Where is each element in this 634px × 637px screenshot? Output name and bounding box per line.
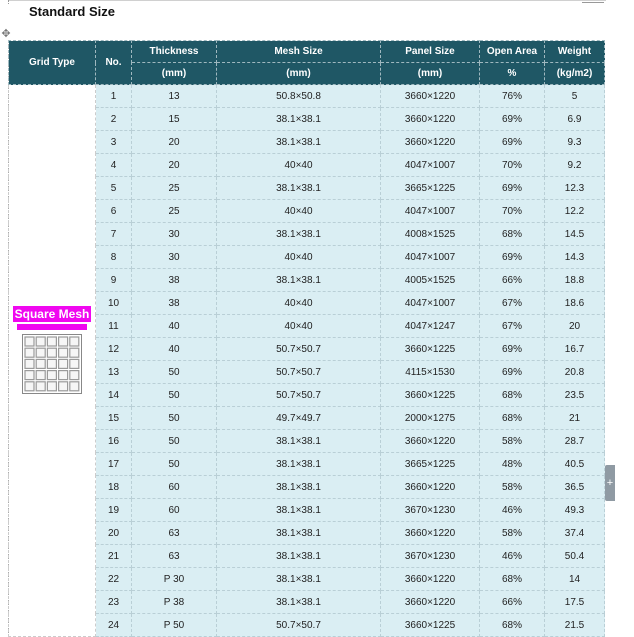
header-mesh-size: Mesh Size <box>217 41 381 63</box>
table-row <box>9 200 605 223</box>
header-thickness: Thickness <box>132 41 217 63</box>
cell-mesh-size: 38.1×38.1 <box>217 269 381 292</box>
cell-mesh-size: 38.1×38.1 <box>217 568 381 591</box>
table-row <box>9 407 605 430</box>
cell-thickness: 60 <box>132 499 217 522</box>
cell-no: 6 <box>96 200 132 223</box>
header-panel-size: Panel Size <box>381 41 480 63</box>
grid-type-cell <box>9 85 96 637</box>
header-grid-type: Grid Type <box>9 41 96 85</box>
table-row <box>9 384 605 407</box>
cell-panel-size: 2000×1275 <box>381 407 480 430</box>
cell-thickness: 30 <box>132 223 217 246</box>
cell-no: 12 <box>96 338 132 361</box>
cell-thickness: 38 <box>132 269 217 292</box>
cell-mesh-size: 38.1×38.1 <box>217 476 381 499</box>
cell-mesh-size: 50.7×50.7 <box>217 614 381 637</box>
cell-panel-size: 3660×1220 <box>381 131 480 154</box>
cell-thickness: 60 <box>132 476 217 499</box>
header-weight: Weight <box>545 41 605 63</box>
cell-thickness: 50 <box>132 361 217 384</box>
cell-no: 19 <box>96 499 132 522</box>
cell-thickness: 40 <box>132 315 217 338</box>
cell-weight: 20.8 <box>545 361 605 384</box>
cell-open-area: 69% <box>480 177 545 200</box>
label-underline <box>17 324 87 330</box>
cell-weight: 12.2 <box>545 200 605 223</box>
table-row <box>9 85 605 108</box>
table-row <box>9 614 605 637</box>
cell-no: 7 <box>96 223 132 246</box>
cell-open-area: 68% <box>480 614 545 637</box>
cell-weight: 14 <box>545 568 605 591</box>
cell-no: 2 <box>96 108 132 131</box>
table-row <box>9 476 605 499</box>
cell-thickness: 38 <box>132 292 217 315</box>
header-thickness-unit: (mm) <box>132 63 217 85</box>
table-row <box>9 131 605 154</box>
cell-thickness: 25 <box>132 200 217 223</box>
corner-marker <box>8 0 19 4</box>
cell-open-area: 69% <box>480 246 545 269</box>
cell-weight: 20 <box>545 315 605 338</box>
cell-thickness: P 30 <box>132 568 217 591</box>
cell-open-area: 58% <box>480 430 545 453</box>
standard-size-table <box>8 40 605 637</box>
table-row <box>9 361 605 384</box>
header-row <box>9 41 605 63</box>
cell-weight: 28.7 <box>545 430 605 453</box>
table-row <box>9 154 605 177</box>
cell-open-area: 67% <box>480 315 545 338</box>
cell-mesh-size: 38.1×38.1 <box>217 430 381 453</box>
cell-panel-size: 4047×1007 <box>381 246 480 269</box>
table-row <box>9 453 605 476</box>
cell-open-area: 66% <box>480 591 545 614</box>
cell-weight: 50.4 <box>545 545 605 568</box>
table-row <box>9 522 605 545</box>
cell-open-area: 76% <box>480 85 545 108</box>
header-open-area-unit: % <box>480 63 545 85</box>
cell-no: 1 <box>96 85 132 108</box>
cell-panel-size: 3660×1220 <box>381 522 480 545</box>
cell-panel-size: 3660×1220 <box>381 85 480 108</box>
plus-icon[interactable]: + <box>605 465 615 501</box>
cell-weight: 17.5 <box>545 591 605 614</box>
cell-panel-size: 3660×1225 <box>381 338 480 361</box>
cell-weight: 36.5 <box>545 476 605 499</box>
grid-type-label: Square Mesh <box>14 306 90 321</box>
cell-open-area: 48% <box>480 453 545 476</box>
cell-thickness: 15 <box>132 108 217 131</box>
page-title: Standard Size <box>29 4 115 19</box>
table-row <box>9 246 605 269</box>
cell-panel-size: 4047×1007 <box>381 292 480 315</box>
header-panel-size-unit: (mm) <box>381 63 480 85</box>
cell-no: 18 <box>96 476 132 499</box>
cell-mesh-size: 38.1×38.1 <box>217 545 381 568</box>
table-row <box>9 269 605 292</box>
cell-weight: 40.5 <box>545 453 605 476</box>
table-row <box>9 108 605 131</box>
cell-mesh-size: 49.7×49.7 <box>217 407 381 430</box>
table-row <box>9 430 605 453</box>
cell-open-area: 68% <box>480 223 545 246</box>
cell-thickness: 30 <box>132 246 217 269</box>
cell-no: 13 <box>96 361 132 384</box>
cell-open-area: 68% <box>480 407 545 430</box>
cell-thickness: 50 <box>132 430 217 453</box>
cell-no: 8 <box>96 246 132 269</box>
cell-thickness: 13 <box>132 85 217 108</box>
cell-panel-size: 3660×1225 <box>381 614 480 637</box>
cell-mesh-size: 40×40 <box>217 292 381 315</box>
cell-weight: 49.3 <box>545 499 605 522</box>
cell-thickness: 63 <box>132 522 217 545</box>
cell-no: 15 <box>96 407 132 430</box>
square-mesh-grid-icon <box>22 334 82 394</box>
cell-panel-size: 4115×1530 <box>381 361 480 384</box>
cell-mesh-size: 38.1×38.1 <box>217 499 381 522</box>
cell-mesh-size: 50.7×50.7 <box>217 338 381 361</box>
cell-mesh-size: 38.1×38.1 <box>217 223 381 246</box>
cell-thickness: 50 <box>132 384 217 407</box>
cell-panel-size: 3665×1225 <box>381 453 480 476</box>
cell-no: 11 <box>96 315 132 338</box>
cell-open-area: 68% <box>480 568 545 591</box>
cell-panel-size: 4008×1525 <box>381 223 480 246</box>
cell-weight: 14.3 <box>545 246 605 269</box>
top-right-rule <box>582 0 604 3</box>
cell-no: 20 <box>96 522 132 545</box>
cell-no: 4 <box>96 154 132 177</box>
table-row <box>9 338 605 361</box>
cell-no: 24 <box>96 614 132 637</box>
cell-open-area: 66% <box>480 269 545 292</box>
cell-panel-size: 4047×1007 <box>381 200 480 223</box>
cell-thickness: 20 <box>132 131 217 154</box>
cell-mesh-size: 50.7×50.7 <box>217 361 381 384</box>
cell-mesh-size: 38.1×38.1 <box>217 177 381 200</box>
table-row <box>9 568 605 591</box>
cell-no: 14 <box>96 384 132 407</box>
cell-no: 16 <box>96 430 132 453</box>
cell-thickness: P 50 <box>132 614 217 637</box>
cell-open-area: 58% <box>480 476 545 499</box>
cell-weight: 18.6 <box>545 292 605 315</box>
cell-weight: 9.2 <box>545 154 605 177</box>
cell-weight: 23.5 <box>545 384 605 407</box>
cell-no: 3 <box>96 131 132 154</box>
cell-panel-size: 3670×1230 <box>381 499 480 522</box>
cell-open-area: 46% <box>480 545 545 568</box>
cell-mesh-size: 38.1×38.1 <box>217 591 381 614</box>
cell-no: 10 <box>96 292 132 315</box>
cell-no: 9 <box>96 269 132 292</box>
cell-weight: 14.5 <box>545 223 605 246</box>
cell-panel-size: 3665×1225 <box>381 177 480 200</box>
table-row <box>9 545 605 568</box>
cell-panel-size: 3660×1220 <box>381 591 480 614</box>
move-handle-icon[interactable]: ✥ <box>1 28 11 40</box>
cell-weight: 18.8 <box>545 269 605 292</box>
cell-mesh-size: 40×40 <box>217 154 381 177</box>
cell-open-area: 69% <box>480 131 545 154</box>
cell-panel-size: 4005×1525 <box>381 269 480 292</box>
cell-no: 5 <box>96 177 132 200</box>
cell-mesh-size: 40×40 <box>217 200 381 223</box>
cell-mesh-size: 40×40 <box>217 246 381 269</box>
top-rule <box>8 0 606 1</box>
cell-mesh-size: 50.7×50.7 <box>217 384 381 407</box>
cell-open-area: 70% <box>480 200 545 223</box>
cell-weight: 37.4 <box>545 522 605 545</box>
table-row <box>9 315 605 338</box>
cell-weight: 21 <box>545 407 605 430</box>
cell-mesh-size: 40×40 <box>217 315 381 338</box>
header-open-area: Open Area <box>480 41 545 63</box>
cell-weight: 16.7 <box>545 338 605 361</box>
cell-no: 22 <box>96 568 132 591</box>
cell-panel-size: 3660×1220 <box>381 476 480 499</box>
cell-mesh-size: 38.1×38.1 <box>217 131 381 154</box>
cell-no: 23 <box>96 591 132 614</box>
table-row <box>9 177 605 200</box>
cell-open-area: 46% <box>480 499 545 522</box>
cell-panel-size: 3660×1220 <box>381 568 480 591</box>
cell-thickness: 50 <box>132 453 217 476</box>
cell-open-area: 70% <box>480 154 545 177</box>
cell-mesh-size: 50.8×50.8 <box>217 85 381 108</box>
cell-no: 17 <box>96 453 132 476</box>
cell-mesh-size: 38.1×38.1 <box>217 108 381 131</box>
cell-mesh-size: 38.1×38.1 <box>217 522 381 545</box>
cell-thickness: 25 <box>132 177 217 200</box>
table-row <box>9 223 605 246</box>
cell-weight: 21.5 <box>545 614 605 637</box>
cell-open-area: 69% <box>480 338 545 361</box>
cell-weight: 6.9 <box>545 108 605 131</box>
cell-panel-size: 4047×1007 <box>381 154 480 177</box>
cell-panel-size: 3660×1220 <box>381 430 480 453</box>
cell-weight: 9.3 <box>545 131 605 154</box>
header-weight-unit: (kg/m2) <box>545 63 605 85</box>
cell-panel-size: 3660×1225 <box>381 384 480 407</box>
table-row <box>9 292 605 315</box>
table-row <box>9 499 605 522</box>
cell-thickness: P 38 <box>132 591 217 614</box>
cell-panel-size: 3670×1230 <box>381 545 480 568</box>
cell-thickness: 20 <box>132 154 217 177</box>
cell-open-area: 67% <box>480 292 545 315</box>
cell-panel-size: 3660×1220 <box>381 108 480 131</box>
cell-no: 21 <box>96 545 132 568</box>
cell-panel-size: 4047×1247 <box>381 315 480 338</box>
cell-weight: 12.3 <box>545 177 605 200</box>
cell-open-area: 69% <box>480 361 545 384</box>
cell-thickness: 40 <box>132 338 217 361</box>
header-no: No. <box>96 41 132 85</box>
cell-mesh-size: 38.1×38.1 <box>217 453 381 476</box>
cell-thickness: 50 <box>132 407 217 430</box>
cell-open-area: 69% <box>480 108 545 131</box>
cell-thickness: 63 <box>132 545 217 568</box>
header-mesh-size-unit: (mm) <box>217 63 381 85</box>
cell-open-area: 68% <box>480 384 545 407</box>
cell-weight: 5 <box>545 85 605 108</box>
table-row <box>9 591 605 614</box>
cell-open-area: 58% <box>480 522 545 545</box>
